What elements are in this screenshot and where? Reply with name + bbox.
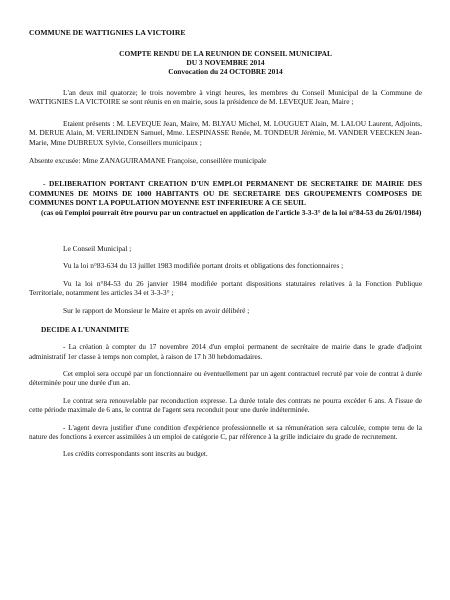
report-line: Sur le rapport de Monsieur le Maire et après en avoir délibéré ; [63, 305, 250, 315]
report-title: COMPTE RENDU DE LA REUNION DE CONSEIL MUNICIPAL [119, 49, 332, 58]
decision-paragraph-3: Le contrat sera renouvelable par reconduction expresse. La durée totale des contrats ne pourra excéder 6 ans. A l'issue de cette période maximale de 6 ans, le contrat de l'agent sera reconduit pour une durée indéterminée. [29, 396, 422, 415]
report-date: DU 3 NOVEMBRE 2014 [186, 58, 265, 68]
law-reference-1: Vu la loi n°83-634 du 13 juillet 1983 modifiée portant droits et obligations des fonctionnaires ; [63, 261, 344, 271]
decision-heading: DECIDE A L'UNANIMITE [41, 324, 129, 334]
decision-paragraph-1: - La création à compter du 17 novembre 2014 d'un emploi permanent de secrétaire de mairie dans le grade d'adjoint administratif 1er classe à temps non complet, à raison de 17 h 30 hebdomadaires. [29, 343, 422, 361]
deliberation-subtitle: (cas où l'emploi pourrait être pourvu par un contractuel en application de l'article 3-3-3° de la loi n°84-53 du 26/01/1984) [41, 207, 422, 217]
decision-paragraph-2: Cet emploi sera occupé par un fonctionnaire ou éventuellement par un agent contractuel recruté par voie de contrat à durée déterminée pour une durée d'un an. [29, 369, 422, 388]
absent-paragraph: Absente excusée: Mme ZANAGUIRAMANE Françoise, conseillère municipale [29, 155, 267, 165]
deliberation-title: - DELIBERATION PORTANT CREATION D'UN EMPLOI PERMANENT DE SECRETAIRE DE MAIRIE DES COMMUNES DE MOINS DE 1000 HABITANTS OU DE SECRETAIRE DES GROUPEMENTS COMPOSES DE COMMUNES DONT LA POPULATION MOYENNE EST INFERIEURE A CE SEUIL [29, 179, 422, 208]
convocation-date: Convocation du 24 OCTOBRE 2014 [168, 67, 283, 77]
council-line: Le Conseil Municipal ; [63, 243, 132, 253]
decision-paragraph-4: - L'agent devra justifier d'une condition d'expérience professionnelle et sa rémunération sera calculée, compte tenu de la nature des fonctions à exercer assimilées à un emploi de catégorie C, par référence à la grille indiciaire du grade de recrutement. [29, 423, 422, 441]
intro-paragraph: L'an deux mil quatorze; le trois novembre à vingt heures, les membres du Conseil Municipal de la Commune de WATTIGNIES LA VICTOIRE se sont réunis en en mairie, sous la présidence de M. LEVEQUE Jean, Maire ; [29, 87, 422, 107]
report-header [29, 49, 422, 77]
attendees-paragraph: Etaient présents : M. LEVEQUE Jean, Maire, M. BLYAU Michel, M. LOUGUET Alain, M. LALOU Laurent, Adjoints, M. DERUE Alain, M. VERLINDEN Samuel, Mme. LESPINASSE Renée, M. TONDEUR Jérémie, M. VANDER VEECKEN Jean-Marie, Mme DUBREUX Sylvie, Conseillers municipaux ; [29, 118, 422, 147]
law-reference-2: Vu la loi n°84-53 du 26 janvier 1984 modifiée portant dispositions statutaires relatives à la Fonction Publique Territoriale, notamment les articles 34 et 3-3-3° ; [29, 278, 422, 298]
decision-paragraph-5: Les crédits correspondants sont inscrits au budget. [63, 450, 208, 459]
commune-name: COMMUNE DE WATTIGNIES LA VICTOIRE [29, 28, 186, 37]
